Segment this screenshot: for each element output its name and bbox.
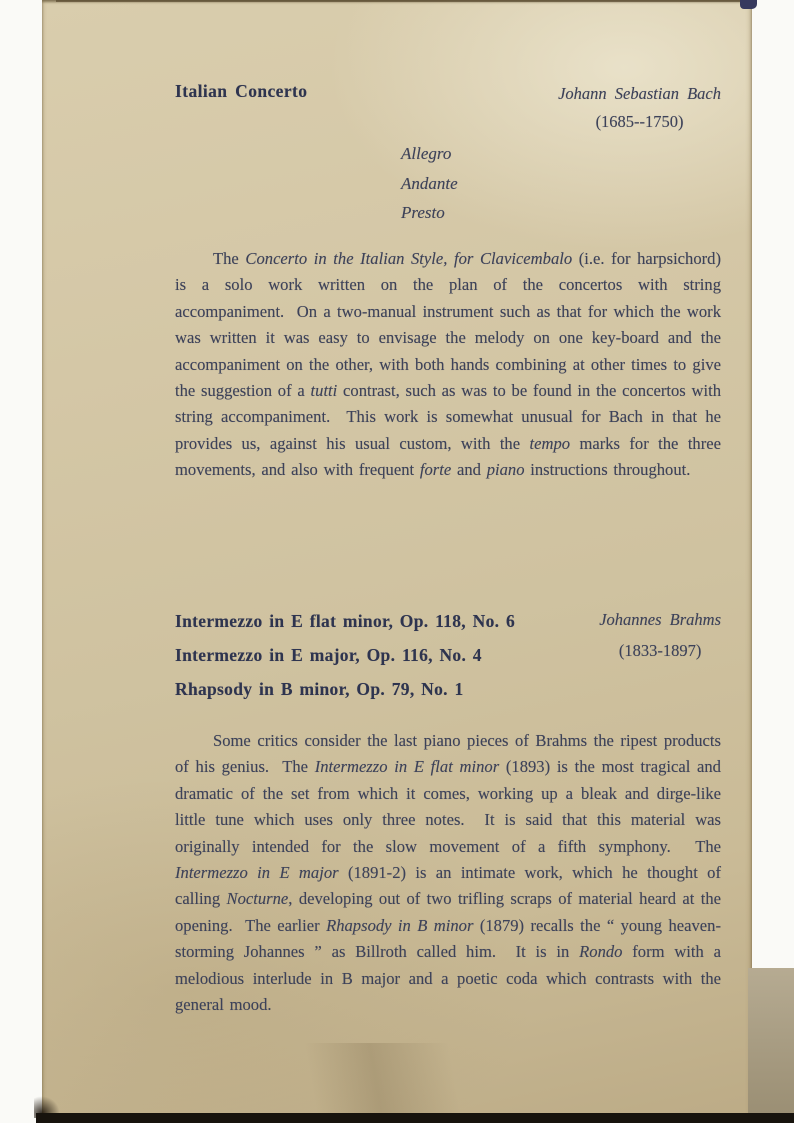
brahms-section-header: [175, 604, 721, 706]
bach-section-header: [175, 80, 721, 136]
under-sheet: [748, 968, 794, 1123]
composer-dates-brahms: (1833-1897): [618, 641, 702, 660]
composer-name-bach: Johann Sebastian Bach: [558, 84, 721, 103]
bach-programme-note: The Concerto in the Italian Style, for Clavicembalo (i.e. for harpsichord) is a solo work written on the plan of the concertos with string accompaniment. On a two-manual instrument such as that for which the work was written it was easy to envisage the melody on one key-board and the accompaniment on the other, with both hands combining at other times to give the suggestion of a tutti contrast, such as was to be found in the concertos with string accompaniment. This work is somewhat unusual for Bach in that he provides us, against his usual custom, with the tempo marks for the three movements, and also with frequent forte and piano instructions throughout.: [175, 249, 721, 480]
piece-intermezzo-e-flat-minor: Intermezzo in E flat minor, Op. 118, No. 6: [175, 611, 516, 631]
brahms-composer-block: [599, 604, 721, 666]
movement-andante: Andante: [401, 173, 458, 193]
movement-allegro: Allegro: [401, 144, 452, 163]
movement-list: [401, 139, 458, 228]
piece-rhapsody-b-minor: Rhapsody in B minor, Op. 79, No. 1: [175, 679, 464, 699]
bach-composer-block: [558, 80, 721, 136]
printed-content: [175, 0, 721, 1123]
brahms-piece-list: [175, 604, 515, 706]
movement-presto: Presto: [401, 203, 445, 222]
corner-mark: [740, 0, 757, 9]
composer-name-brahms: Johannes Brahms: [599, 610, 721, 629]
table-edge: [36, 1113, 794, 1123]
piece-intermezzo-e-major: Intermezzo in E major, Op. 116, No. 4: [175, 645, 482, 665]
work-title-italian-concerto: Italian Concerto: [175, 81, 308, 101]
composer-dates-bach: (1685--1750): [595, 112, 684, 131]
brahms-programme-note: Some critics consider the last piano pieces of Brahms the ripest products of his genius. The Intermezzo in E flat minor (1893) is the most tragical and dramatic of the set from which it comes, working up a bleak and dirge-like little tune which uses only three notes. It is said that this material was originally intended for the slow movement of a fifth symphony. The Intermezzo in E major (1891-2) is an intimate work, which he thought of calling Nocturne, developing out of two trifling scraps of material heard at the opening. The earlier Rhapsody in B minor (1879) recalls the “ young heaven-storming Johannes ” as Billroth called him. It is in Rondo form with a melodious interlude in B major and a poetic coda which contrasts with the general mood.: [175, 731, 721, 1015]
program-page: [42, 0, 752, 1123]
